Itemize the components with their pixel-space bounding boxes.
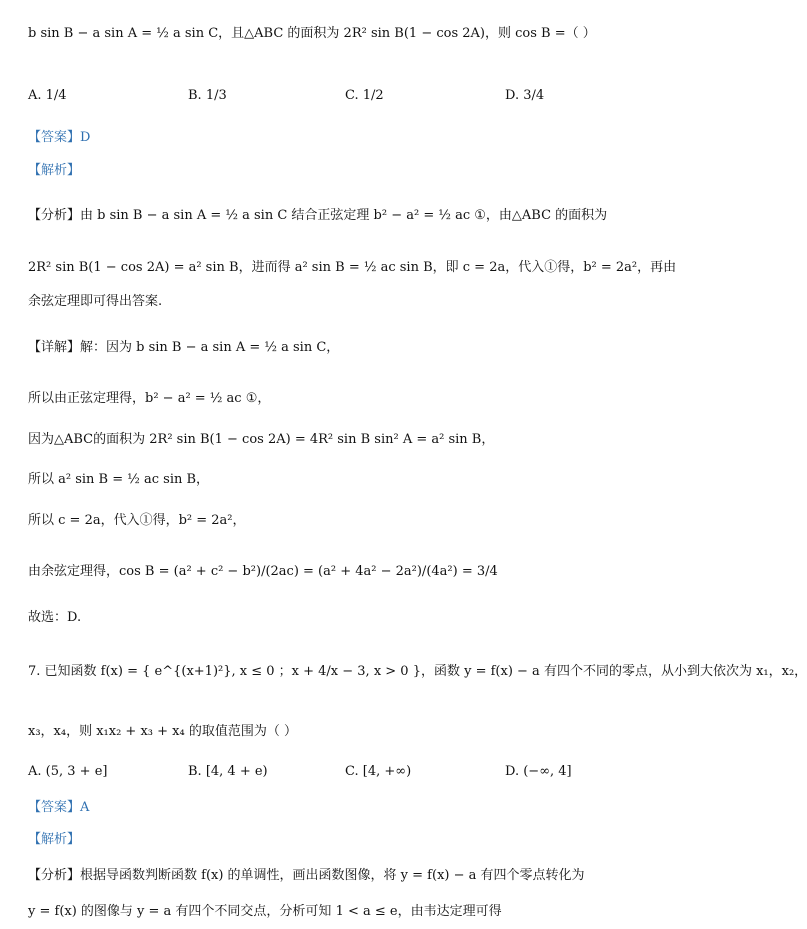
q6-options-option: A. 1/4 [28, 88, 67, 103]
q6-xiangjie-2: 所以由正弦定理得，b² − a² = ½ ac ①， [28, 391, 271, 406]
q6-fenxi-1: 【分析】由 b sin B − a sin A = ½ a sin C 结合正弦定理 b² − a² = ½ ac ①，由△ABC 的面积为 [28, 208, 608, 223]
q6-xiangjie-3: 因为△ABC的面积为 2R² sin B(1 − cos 2A) = 4R² sin B sin² A = a² sin B， [28, 432, 495, 447]
q7-stem-2: x₃，x₄，则 x₁x₂ + x₃ + x₄ 的取值范围为（ ） [28, 724, 297, 739]
q6-fenxi-3: 余弦定理即可得出答案. [28, 294, 163, 309]
q6-xiangjie-1: 【详解】解：因为 b sin B − a sin A = ½ a sin C， [28, 340, 340, 355]
q6-conclusion: 故选：D. [28, 610, 82, 625]
q6-analysis-tag: 【解析】 [28, 163, 81, 178]
q7-options-option: B. [4, 4 + e) [188, 764, 268, 779]
q7-options-option: C. [4, +∞) [345, 764, 412, 779]
q7-fenxi-2: y = f(x) 的图像与 y = a 有四个不同交点，分析可知 1 < a ≤ e，由韦达定理可得 [28, 904, 502, 919]
q7-options-option: A. (5, 3 + e] [28, 764, 108, 779]
q7-options-option: D. (−∞, 4] [505, 764, 572, 779]
q7-fenxi-1: 【分析】根据导函数判断函数 f(x) 的单调性，画出函数图像，将 y = f(x) − a 有四个零点转化为 [28, 868, 585, 883]
q6-xiangjie-4: 所以 a² sin B = ½ ac sin B， [28, 472, 210, 487]
q6-answer-tag: 【答案】D [28, 130, 91, 145]
q7-answer-tag: 【答案】A [28, 800, 90, 815]
q6-xiangjie-5: 所以 c = 2a，代入①得，b² = 2a²， [28, 513, 246, 528]
q7-stem-1: 7. 已知函数 f(x) = { e^{(x+1)²}, x ≤ 0 ；x + 4/x − 3, x > 0 }，函数 y = f(x) − a 有四个不同的零点，从小到大依次为 x₁，x₂， [28, 664, 807, 679]
q6-options-option: C. 1/2 [345, 88, 384, 103]
q6-xiangjie-6: 由余弦定理得，cos B = (a² + c² − b²)/(2ac) = (a² + 4a² − 2a²)/(4a²) = 3/4 [28, 564, 498, 579]
q6-options-option: D. 3/4 [505, 88, 545, 103]
q6-stem: b sin B − a sin A = ½ a sin C，且△ABC 的面积为 2R² sin B(1 − cos 2A)，则 cos B =（ ） [28, 26, 596, 41]
q7-analysis-tag: 【解析】 [28, 832, 81, 847]
q6-options-option: B. 1/3 [188, 88, 227, 103]
q6-fenxi-2: 2R² sin B(1 − cos 2A) = a² sin B，进而得 a² sin B = ½ ac sin B，即 c = 2a，代入①得，b² = 2a²，再由 [28, 260, 677, 275]
